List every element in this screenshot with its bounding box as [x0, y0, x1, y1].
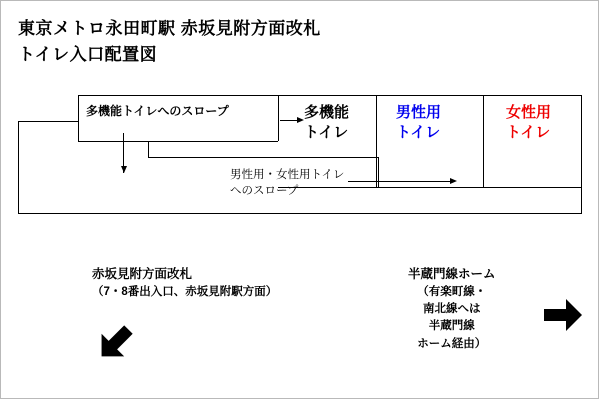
page-title-line-1: 東京メトロ永田町駅 赤坂見附方面改札	[18, 19, 321, 38]
caption-right-line-5: ホーム経由）	[417, 337, 487, 350]
room-label-multi-line-2: トイレ	[304, 124, 349, 142]
caption-right-line-2: （有楽町線・	[417, 285, 487, 298]
caption-left-line-2: （7・8番出入口、赤坂見附駅方面）	[92, 285, 278, 298]
caption-right-line-1: 半蔵門線ホーム	[408, 267, 496, 281]
slope-multi-label: 多機能トイレへのスロープ	[86, 104, 229, 118]
caption-right-platform	[408, 265, 496, 353]
wall-between-mens-and-womens	[483, 95, 484, 187]
wall-right-outer	[581, 95, 582, 187]
room-label-womens-line-1: 女性用	[506, 104, 552, 121]
wall-rooms-bottom	[278, 187, 582, 188]
room-label-womens-toilet	[506, 103, 551, 144]
room-label-multi-line-1: 多機能	[304, 104, 350, 121]
wall-top	[78, 95, 582, 96]
wall-slope-corridor-bottom	[78, 141, 278, 142]
caption-right-line-4: 半蔵門線	[428, 320, 475, 333]
caption-left-gate	[92, 265, 277, 301]
slope-mens-womens-label-line-1: 男性用・女性用トイレ	[230, 169, 345, 181]
arrow-to-multi-toilet	[280, 117, 304, 124]
arrow-to-mens-womens-toilet	[348, 178, 458, 185]
wall-outer-left	[18, 121, 19, 213]
room-label-mens-line-2: トイレ	[396, 124, 441, 142]
wall-between-multi-and-mens	[376, 95, 377, 187]
arrow-up-to-slope	[120, 133, 127, 173]
wall-lower-corridor-top	[148, 157, 378, 158]
wall-outer-right-lower	[581, 187, 582, 213]
arrow-right-icon	[540, 292, 586, 338]
room-label-womens-line-2: トイレ	[506, 124, 551, 142]
wall-outer-bottom	[18, 213, 582, 214]
room-label-multi-purpose-toilet	[304, 103, 349, 144]
caption-left-line-1: 赤坂見附方面改札	[92, 267, 193, 281]
arrow-down-left-icon	[92, 320, 138, 366]
caption-right-line-3: 南北線へは	[423, 303, 481, 315]
slope-mens-womens-label-line-2: へのスロープ	[230, 185, 299, 197]
wall-lower-corridor-left-stub	[148, 141, 149, 157]
page-title-line-2: トイレ入口配置図	[18, 45, 158, 65]
wall-slope-corridor-right	[278, 95, 279, 141]
room-label-mens-toilet	[396, 103, 441, 144]
page-title	[18, 16, 321, 69]
wall-upper-left-vertical	[78, 95, 79, 141]
toilet-layout-diagram	[18, 95, 582, 225]
wall-outer-left-top	[18, 121, 78, 122]
room-label-mens-line-1: 男性用	[396, 104, 442, 121]
